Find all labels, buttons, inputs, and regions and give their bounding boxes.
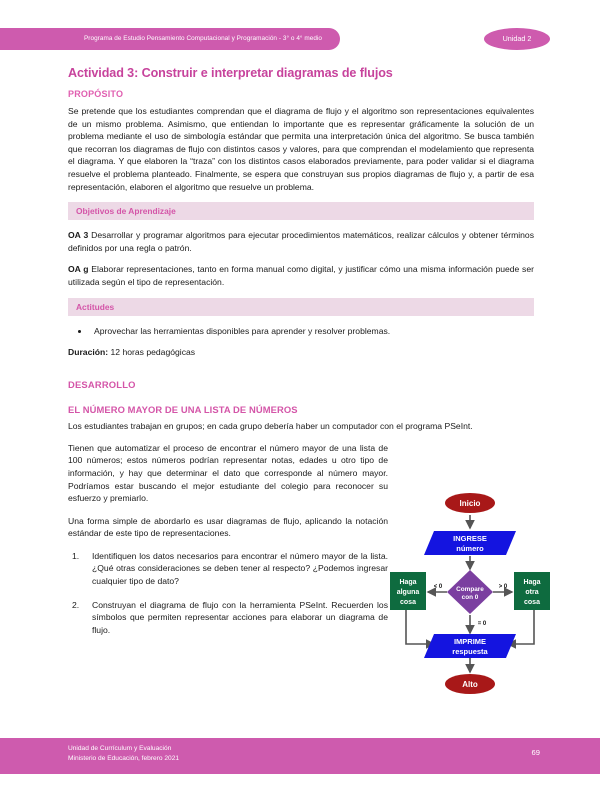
development-intro: Los estudiantes trabajan en grupos; en cada grupo debería haber un computador con el programa PSeInt. [68,421,473,432]
page-number: 69 [531,748,540,757]
unit-badge-label: Unidad 2 [502,34,532,43]
flow-input-line2: número [456,544,484,553]
objective-item [68,263,534,288]
flow-start-label: Inicio [459,499,481,508]
attitudes-list [68,325,534,338]
development-heading: DESARROLLO [68,379,136,391]
step-number: 2. [72,599,80,610]
flow-left-line1: Haga [399,579,417,586]
footer-line-1: Unidad de Currículum y Evaluación [68,745,172,752]
purpose-label: PROPÓSITO [68,89,124,99]
step-text: Identifiquen los datos necesarios para encontrar el número mayor de la lista. ¿Qué otras consideraciones se deben tener al respecto? ¿Podemos ingresar cualquier tipo de dato? [92,550,388,587]
list-item: • Aprovechar las herramientas disponibles para aprender y resolver problemas. [90,325,534,338]
steps-list [68,550,388,637]
flow-right-line2: otra [525,589,539,596]
header-band-text: Programa de Estudio Pensamiento Computacional y Programación - 3° o 4° medio [83,35,323,42]
flow-branch-greater-label: > 0 [498,584,508,590]
list-item [68,599,388,637]
duration-line [68,347,534,357]
objective-code: OA 3 [68,230,89,241]
attitudes-band: Actitudes [68,298,534,316]
development-paragraph-1: Tienen que automatizar el proceso de encontrar el número mayor de una lista de 100 números; estos números podrían representar notas, edades u otro tipo de información, y hay que determinar el dato que corresponde al número mayor. Podríamos estar buscando el mejor estudiante del colegio para reconocer su esfuerzo y premiarlo. [68,442,388,504]
purpose-paragraph: Se pretende que los estudiantes comprendan que el diagrama de flujo y el algoritmo son representaciones equivalentes de un mismo problema. Asimismo, que entiendan lo importante que es representar gráficamente la solución de un problema mediante el uso de simbología estándar que permita una interpretación única del algoritmo. Se busca también que recorran los diagramas de flujo con distintos casos y valores, para que comprendan el modelamiento que representa el diagrama. Y que elaboren la “traza” con los distintos casos elaborados previamente, para poder validar si el diagrama resuelve el problema planteado. Finalmente, se espera que construyan sus propios diagramas de flujo y, a partir de esa representación, elaboren el algoritmo que resuelve un problema. [68,106,534,192]
flow-left-line2: alguna [396,589,420,596]
development-paragraph-2: Una forma simple de abordarlo es usar diagramas de flujo, aplicando la notación estándar de este tipo de representaciones. [68,515,388,539]
flow-output-line1: IMPRIME [453,637,487,646]
step-number: 1. [72,550,80,561]
footer-text [68,744,179,764]
flow-left-line3: cosa [400,599,416,606]
development-subheading: EL NÚMERO MAYOR DE UNA LISTA DE NÚMEROS [68,404,298,416]
flow-branch-equal-label: = 0 [477,621,487,627]
flowchart-diagram [390,492,550,697]
footer-line-2: Ministerio de Educación, febrero 2021 [68,755,180,762]
flow-decision-line1: Compare [456,586,484,593]
activity-title: Actividad 3: Construir e interpretar diagramas de flujos [68,66,393,80]
objective-text: Desarrollar y programar algoritmos para ejecutar procedimientos matemáticos, realizar cálculos y obtener términos definidos por una regla o patrón. [68,230,535,253]
objective-code: OA g [68,264,89,275]
objective-text: Elaborar representaciones, tanto en forma manual como digital, y justificar cómo una misma información puede ser utilizada según el tipo de representación. [68,264,534,287]
list-item [68,550,388,588]
flow-input-line1: INGRESE [453,534,487,543]
flow-right-line1: Haga [523,579,541,586]
duration-value: 12 horas pedagógicas [110,347,196,358]
flow-decision-line2: con 0 [461,594,479,601]
flow-right-line3: cosa [524,599,540,606]
objective-item [68,229,534,254]
left-text-column [68,442,388,637]
duration-label: Duración: [68,347,109,358]
step-text: Construyan el diagrama de flujo con la herramienta PSeInt. Recuerden los símbolos que permiten representar acciones para elaborar un diagrama de flujo. [92,599,388,635]
flow-end-label: Alto [462,680,478,689]
flow-output-line2: respuesta [452,647,488,656]
flow-branch-less-label: < 0 [433,584,443,590]
connector-left-to-output [406,610,434,644]
objectives-band: Objetivos de Aprendizaje [68,202,534,220]
